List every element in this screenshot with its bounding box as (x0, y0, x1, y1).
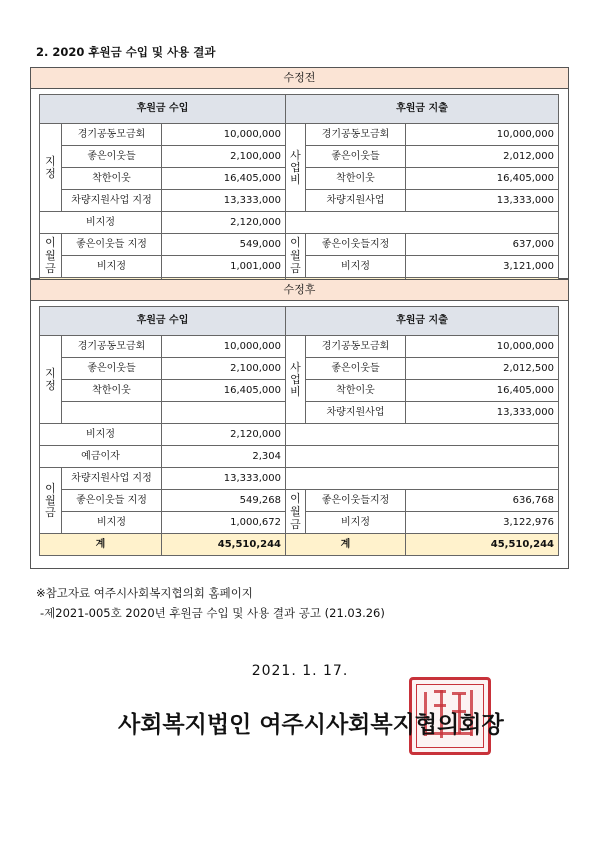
after-total-out: 45,510,244 (406, 534, 559, 556)
table-cell: 16,405,000 (406, 168, 559, 190)
table-cell: 착한이웃 (62, 168, 162, 190)
before-designated-group: 지 정 (40, 124, 62, 212)
section-heading: 2. 2020 후원금 수입 및 사용 결과 (36, 45, 216, 59)
table-cell: 637,000 (406, 234, 559, 256)
before-project-group: 사 업 비 (286, 124, 306, 212)
after-designated-group: 지 정 (40, 336, 62, 424)
table-cell: 1,001,000 (162, 256, 286, 278)
table-cell: 경기공동모금회 (306, 336, 406, 358)
table-cell: 2,100,000 (162, 358, 286, 380)
table-cell: 차량지원사업 (306, 190, 406, 212)
table-cell: 549,000 (162, 234, 286, 256)
table-cell: 2,120,000 (162, 424, 286, 446)
table-cell: 1,000,672 (162, 512, 286, 534)
table-cell: 2,304 (162, 446, 286, 468)
table-cell: 차량지원사업 지정 (62, 468, 162, 490)
table-cell: 경기공동모금회 (306, 124, 406, 146)
before-income-header: 후원금 수입 (40, 95, 286, 124)
before-carryover-in-group: 이 월 금 (40, 234, 62, 278)
table-cell: 비지정 (62, 512, 162, 534)
table-cell: 차량지원사업 (306, 402, 406, 424)
after-total-label-in: 계 (40, 534, 162, 556)
empty-cell (286, 446, 559, 468)
after-project-group: 사 업 비 (286, 336, 306, 424)
document-date: 2021. 1. 17. (251, 663, 349, 679)
table-cell: 2,120,000 (162, 212, 286, 234)
table-cell: 착한이웃 (306, 380, 406, 402)
table-cell: 좋은이웃들 (306, 146, 406, 168)
table-cell: 2,100,000 (162, 146, 286, 168)
reference-line-1: ※참고자료 여주시사회복지협의회 홈페이지 (36, 586, 253, 600)
table-cell: 13,333,000 (406, 402, 559, 424)
references (36, 583, 385, 623)
table-cell: 좋은이웃들 (62, 146, 162, 168)
table-cell: 경기공동모금회 (62, 124, 162, 146)
table-cell: 좋은이웃들지정 (306, 490, 406, 512)
before-table (39, 94, 559, 300)
before-carryover-out-group: 이 월 금 (286, 234, 306, 278)
table-cell: 13,333,000 (162, 190, 286, 212)
table-cell: 좋은이웃들 지정 (62, 490, 162, 512)
signature-line: 사회복지법인 여주시사회복지협의회장 (118, 711, 504, 738)
empty-cell (286, 212, 559, 234)
table-cell: 3,122,976 (406, 512, 559, 534)
table-cell: 13,333,000 (406, 190, 559, 212)
table-cell: 비지정 (40, 212, 162, 234)
table-cell: 경기공동모금회 (62, 336, 162, 358)
table-cell: 13,333,000 (162, 468, 286, 490)
table-cell: 10,000,000 (162, 336, 286, 358)
after-carryover-in-group: 이 월 금 (40, 468, 62, 534)
table-cell: 좋은이웃들 (62, 358, 162, 380)
reference-line-2: -제2021-005호 2020년 후원금 수입 및 사용 결과 공고 (21.03.26) (40, 606, 385, 620)
after-total-label-out: 계 (286, 534, 406, 556)
after-income-header: 후원금 수입 (40, 307, 286, 336)
table-cell: 10,000,000 (406, 336, 559, 358)
after-panel (30, 279, 569, 569)
table-cell (162, 402, 286, 424)
table-cell: 비지정 (306, 512, 406, 534)
before-band: 수정전 (31, 68, 568, 89)
table-cell: 3,121,000 (406, 256, 559, 278)
table-cell: 차량지원사업 지정 (62, 190, 162, 212)
empty-cell (286, 424, 559, 446)
after-table (39, 306, 559, 556)
after-carryover-out-group: 이 월 금 (286, 490, 306, 534)
table-cell: 비지정 (306, 256, 406, 278)
after-expense-header: 후원금 지출 (286, 307, 559, 336)
table-cell: 예금이자 (40, 446, 162, 468)
table-cell: 636,768 (406, 490, 559, 512)
table-cell: 착한이웃 (62, 380, 162, 402)
table-cell: 좋은이웃들 (306, 358, 406, 380)
table-cell: 착한이웃 (306, 168, 406, 190)
table-cell (62, 402, 162, 424)
table-cell: 16,405,000 (162, 380, 286, 402)
table-cell: 16,405,000 (162, 168, 286, 190)
after-band: 수정후 (31, 280, 568, 301)
table-cell: 10,000,000 (162, 124, 286, 146)
table-cell: 좋은이웃들지정 (306, 234, 406, 256)
table-cell: 549,268 (162, 490, 286, 512)
empty-cell (286, 468, 559, 490)
table-cell: 16,405,000 (406, 380, 559, 402)
table-cell: 2,012,500 (406, 358, 559, 380)
table-cell: 비지정 (62, 256, 162, 278)
table-cell: 비지정 (40, 424, 162, 446)
table-cell: 2,012,000 (406, 146, 559, 168)
table-cell: 좋은이웃들 지정 (62, 234, 162, 256)
before-panel (30, 67, 569, 279)
table-cell: 10,000,000 (406, 124, 559, 146)
before-expense-header: 후원금 지출 (286, 95, 559, 124)
after-total-in: 45,510,244 (162, 534, 286, 556)
